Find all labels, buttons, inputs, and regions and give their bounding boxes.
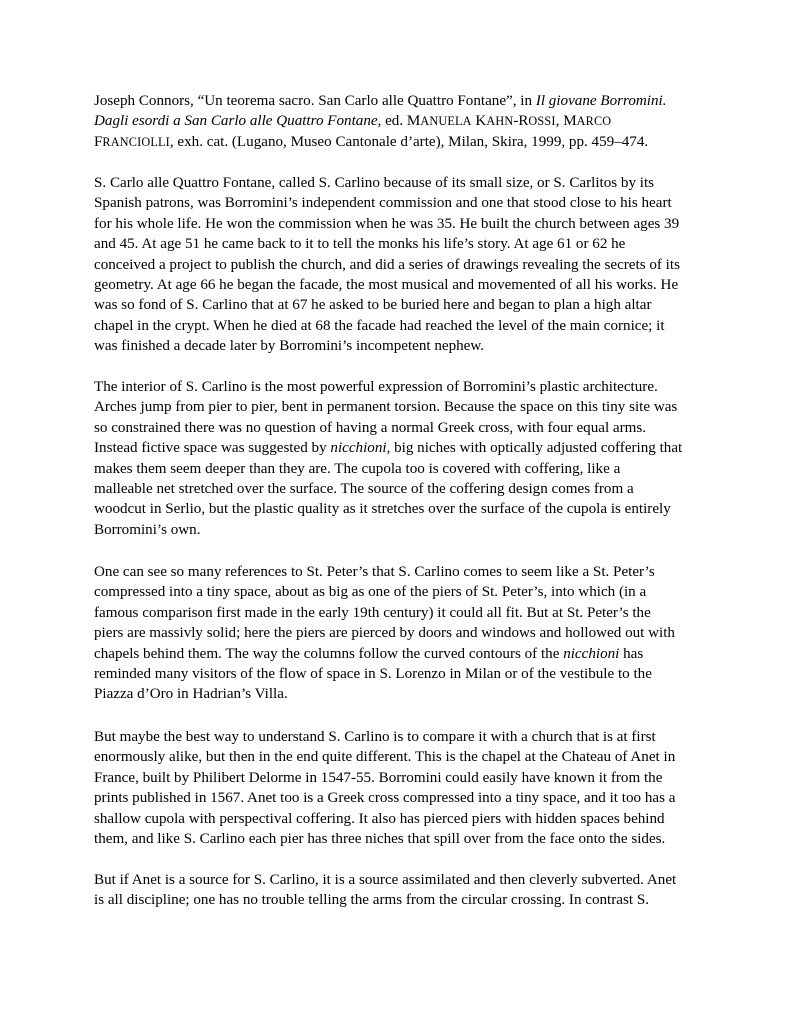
citation-smallcaps: OSSI <box>528 114 556 129</box>
citation-smallcaps: ARCO <box>576 114 612 129</box>
paragraph-3 <box>94 562 714 705</box>
text-line: piers are massivly solid; here the piers are pierced by doors and windows and hollowed out with <box>94 625 675 642</box>
paragraph-2 <box>94 377 714 540</box>
italic-term: nicchioni <box>330 440 387 457</box>
text-line: prints published in 1567. Anet too is a Greek cross compressed into a tiny space, and it too has a <box>94 790 676 807</box>
citation-smallcaps: RANCIOLLI <box>102 134 170 149</box>
paragraph-1 <box>94 173 714 357</box>
citation-smallcaps: ANUELA <box>420 114 472 129</box>
text-line: for his whole life. He won the commission when he was 35. He built the church between ages 39 <box>94 215 680 232</box>
text-line: Arches jump from pier to pier, bent in permanent torsion. Because the space on this tiny site was <box>94 399 678 416</box>
text-line: so constrained there was no question of having a normal Greek cross, with four equal arms. <box>94 419 647 436</box>
text-line: chapel in the crypt. When he died at 68 the facade had reached the level of the main cornice; it <box>94 317 665 334</box>
text-line: woodcut in Serlio, but the plastic quality as it stretches over the surface of the cupola is entirely <box>94 501 671 518</box>
text-line: reminded many visitors of the flow of space in S. Lorenzo in Milan or of the vestibule to the <box>94 666 652 683</box>
text-line: France, built by Philibert Delorme in 1547-55. Borromini could easily have known it from the <box>94 769 663 786</box>
citation-title-italic: Dagli esordi a San Carlo alle Quattro Fontane <box>94 113 378 130</box>
text-line: is all discipline; one has no trouble telling the arms from the circular crossing. In contrast S. <box>94 892 649 909</box>
text-line: S. Carlo alle Quattro Fontane, called S. Carlino because of its small size, or S. Carlitos by its <box>94 175 655 191</box>
paragraph-4 <box>94 727 714 849</box>
text-line: geometry. At age 66 he began the facade, the most musical and movemented of all his works. He <box>94 277 679 294</box>
text-line: The interior of S. Carlino is the most powerful expression of Borromini’s plastic architecture. <box>94 379 658 395</box>
italic-term: nicchioni <box>563 645 620 662</box>
text-line: conceived a project to publish the church, and did a series of drawings revealing the secrets of its <box>94 256 680 273</box>
text-line <box>94 438 714 458</box>
paragraph-5 <box>94 870 714 911</box>
text-line: enormously alike, but then in the end quite different. This is the chapel at the Chateau of Anet in <box>94 749 676 766</box>
text-line <box>94 644 714 664</box>
citation-line <box>94 132 714 152</box>
citation-smallcaps: AHN <box>486 114 514 129</box>
citation-text: Joseph Connors, “Un teorema sacro. San Carlo alle Quattro Fontane”, in <box>94 93 536 109</box>
text-line: was finished a decade later by Borromini’s incompetent nephew. <box>94 338 485 355</box>
text-segment: Instead fictive space was suggested by <box>94 440 331 457</box>
text-line: famous comparison first made in the early 19th century) it could all fit. But at St. Peter’s the <box>94 604 651 621</box>
citation-text: , exh. cat. (Lugano, Museo Cantonale d’arte), Milan, Skira, 1999, pp. 459–474. <box>169 133 649 150</box>
text-line: One can see so many references to St. Peter’s that S. Carlino comes to seem like a St. Peter’s <box>94 564 655 580</box>
text-line: makes them seem deeper than they are. The cupola too is covered with coffering, like a <box>94 460 621 477</box>
text-line: But maybe the best way to understand S. Carlino is to compare it with a church that is at first <box>94 729 656 745</box>
citation-text: , ed. M <box>377 113 421 130</box>
text-segment: has <box>619 645 644 662</box>
text-line: them, and like S. Carlino each pier has three niches that spill over from the face onto the sides. <box>94 831 666 848</box>
text-line: malleable net stretched over the surface. The source of the coffering design comes from a <box>94 481 634 498</box>
citation-text: K <box>471 113 487 130</box>
text-line: was so fond of S. Carlino that at 67 he asked to be buried here and began to plan a high altar <box>94 297 652 314</box>
citation-line <box>94 91 714 111</box>
text-line: Spanish patrons, was Borromini’s independent commission and one that stood close to his heart <box>94 195 672 212</box>
citation-line <box>94 111 714 131</box>
text-line: and 45. At age 51 he came back to it to tell the monks his life’s story. At age 61 or 62 he <box>94 236 626 253</box>
text-line: shallow cupola with perspectival coffering. It also has pierced piers with hidden spaces behind <box>94 810 665 827</box>
citation <box>94 91 714 152</box>
citation-text: -R <box>513 113 529 130</box>
text-line: Piazza d’Oro in Hadrian’s Villa. <box>94 686 288 703</box>
citation-text: F <box>94 133 103 150</box>
text-line: compressed into a tiny space, about as big as one of the piers of St. Peter’s, into which (in a <box>94 584 647 601</box>
citation-text: , M <box>555 113 577 130</box>
text-line: Borromini’s own. <box>94 521 201 538</box>
text-segment: chapels behind them. The way the columns follow the curved contours of the <box>94 645 564 662</box>
text-line: But if Anet is a source for S. Carlino, it is a source assimilated and then cleverly subverted. Anet <box>94 872 677 888</box>
text-segment: , big niches with optically adjusted coffering that <box>386 440 683 457</box>
citation-title-italic: Il giovane Borromini. <box>535 93 667 109</box>
